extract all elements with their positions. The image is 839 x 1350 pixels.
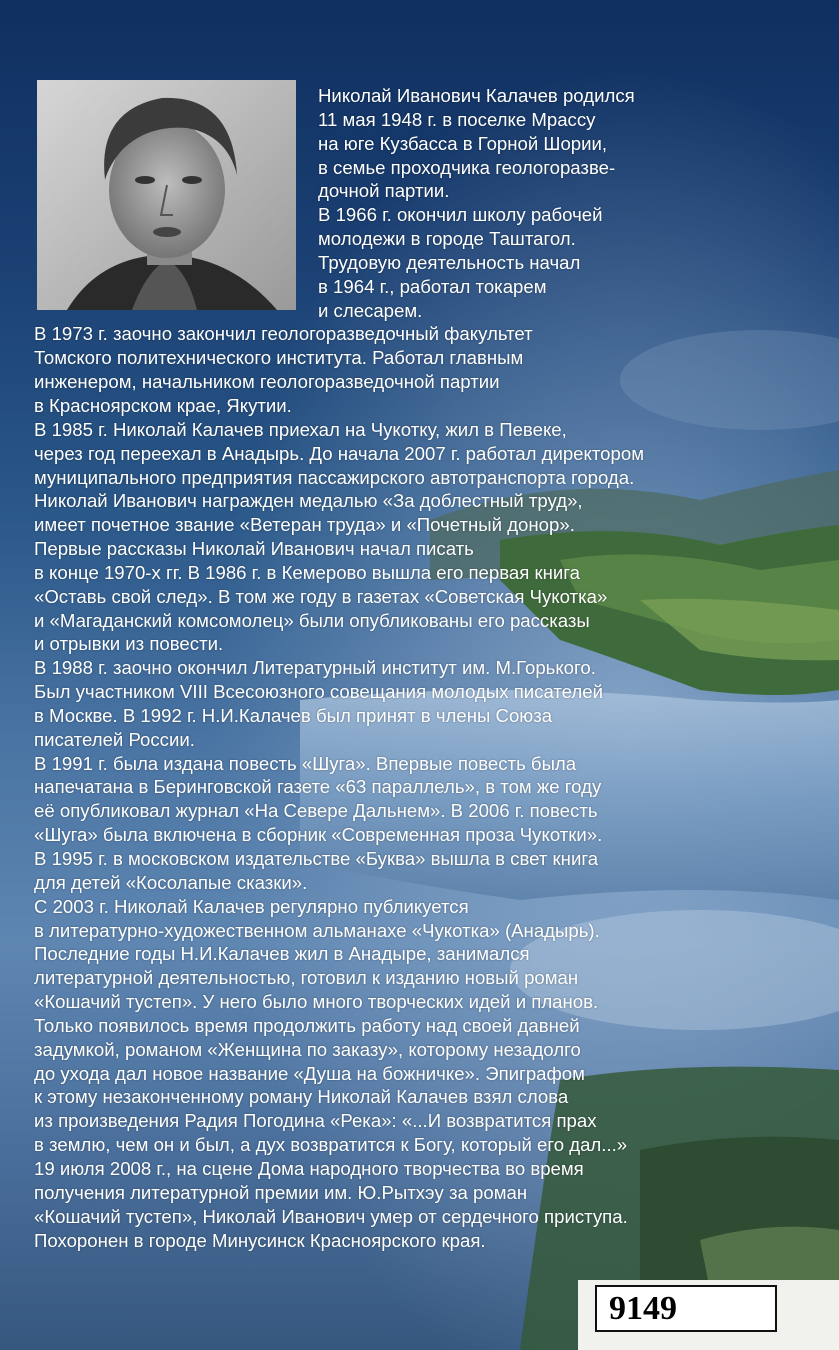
bio-line: «Шуга» была включена в сборник «Современная проза Чукотки». bbox=[34, 824, 603, 846]
bio-line: «Кошачий тустеп», Николай Иванович умер от сердечного приступа. bbox=[34, 1205, 628, 1227]
bio-line: имеет почетное звание «Ветеран труда» и «Почетный донор». bbox=[34, 514, 575, 536]
bio-line: дочной партии. bbox=[318, 180, 450, 202]
bio-line: 19 июля 2008 г., на сцене Дома народного творчества во время bbox=[34, 1157, 584, 1179]
bio-line: через год переехал в Анадырь. До начала 2007 г. работал директором bbox=[34, 442, 644, 464]
bio-line: Трудовую деятельность начал bbox=[318, 251, 581, 273]
bio-line: «Оставь свой след». В том же году в газетах «Советская Чукотка» bbox=[34, 585, 608, 607]
bio-line: Последние годы Н.И.Калачев жил в Анадыре, занимался bbox=[34, 943, 530, 965]
bio-line: В 1995 г. в московском издательстве «Буква» вышла в свет книга bbox=[34, 848, 599, 869]
bio-line: напечатана в Беринговской газете «63 параллель», в том же году bbox=[34, 776, 602, 798]
bio-line: муниципального предприятия пассажирского автотранспорта города. bbox=[34, 466, 635, 488]
bio-line: писателей России. bbox=[34, 728, 195, 750]
bio-line: в конце 1970-х гг. В 1986 г. в Кемерово вышла его первая книга bbox=[34, 561, 580, 583]
bio-line: 11 мая 1948 г. в поселке Мрассу bbox=[318, 108, 596, 130]
bio-line: задумкой, романом «Женщина по заказу», которому незадолго bbox=[34, 1038, 581, 1060]
bio-line: в семье проходчика геологоразве- bbox=[318, 156, 616, 178]
bio-line: в литературно-художественном альманахе «Чукотка» (Анадырь). bbox=[34, 919, 600, 941]
bio-line: к этому незаконченному роману Николай Калачев взял слова bbox=[34, 1086, 569, 1108]
bio-line: на юге Кузбасса в Горной Шории, bbox=[318, 132, 608, 154]
bio-line: Томского политехнического института. Работал главным bbox=[34, 347, 524, 369]
bio-line: Николай Иванович награжден медалью «За доблестный труд», bbox=[34, 490, 583, 512]
bio-line: в Москве. В 1992 г. Н.И.Калачев был принят в члены Союза bbox=[34, 704, 553, 726]
bio-line: до ухода дал новое название «Душа на божничке». Эпиграфом bbox=[34, 1062, 585, 1084]
library-inventory-stamp: 9149 bbox=[595, 1285, 777, 1332]
bio-line: Первые рассказы Николай Иванович начал писать bbox=[34, 538, 474, 560]
bio-line: В 1991 г. была издана повесть «Шуга». Впервые повесть была bbox=[34, 752, 577, 774]
bio-line: В 1973 г. заочно закончил геологоразведочный факультет bbox=[34, 323, 533, 345]
bio-line: Николай Иванович Калачев родился bbox=[318, 85, 635, 106]
bio-line: её опубликовал журнал «На Севере Дальнем». В 2006 г. повесть bbox=[34, 800, 598, 822]
bio-line: и слесарем. bbox=[318, 299, 423, 321]
bio-line: «Кошачий тустеп». У него было много творческих идей и планов. bbox=[34, 991, 599, 1013]
bio-line: и «Магаданский комсомолец» были опубликованы его рассказы bbox=[34, 609, 590, 631]
bio-line: получения литературной премии им. Ю.Рытхэу за роман bbox=[34, 1181, 528, 1203]
bio-line: и отрывки из повести. bbox=[34, 633, 224, 655]
bio-line: из произведения Радия Погодина «Река»: «...И возвратится прах bbox=[34, 1110, 597, 1132]
bio-line: С 2003 г. Николай Калачев регулярно публикуется bbox=[34, 895, 469, 917]
bio-line: в землю, чем он и был, а дух возвратится к Богу, который его дал...» bbox=[34, 1134, 628, 1156]
bio-line: Только появилось время продолжить работу над своей давней bbox=[34, 1014, 580, 1036]
bio-line: В 1966 г. окончил школу рабочей bbox=[318, 204, 603, 226]
bio-line: для детей «Косолапые сказки». bbox=[34, 871, 308, 893]
bio-line: в Красноярском крае, Якутии. bbox=[34, 394, 292, 416]
bio-line: Был участником VIII Всесоюзного совещания молодых писателей bbox=[34, 681, 603, 703]
author-biography bbox=[34, 84, 824, 1252]
bio-line: литературной деятельностью, готовил к изданию новый роман bbox=[34, 967, 579, 989]
bio-line: молодежи в городе Таштагол. bbox=[318, 228, 576, 250]
bio-line: в 1964 г., работал токарем bbox=[318, 275, 547, 297]
bio-line: В 1985 г. Николай Калачев приехал на Чукотку, жил в Певеке, bbox=[34, 418, 567, 440]
bio-line: В 1988 г. заочно окончил Литературный институт им. М.Горького. bbox=[34, 657, 596, 679]
bio-line: инженером, начальником геологоразведочной партии bbox=[34, 371, 500, 393]
bio-line: Похоронен в городе Минусинск Красноярского края. bbox=[34, 1229, 486, 1251]
